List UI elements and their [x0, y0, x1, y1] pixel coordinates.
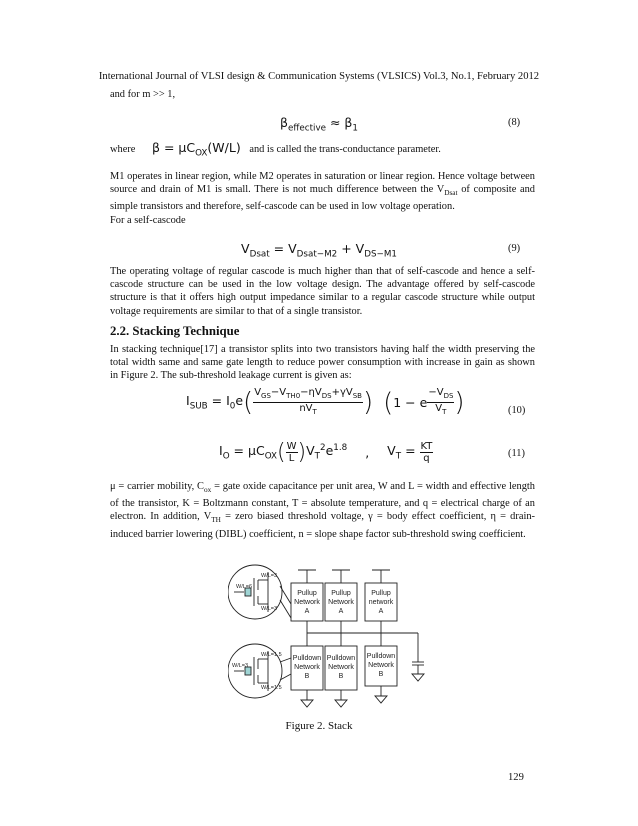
equation-11-number: (11) — [508, 448, 525, 459]
pulldown-a-line2: Network — [294, 664, 320, 671]
para-stacking: In stacking technique[17] a transistor splits into two transistors having half the width preserving the total width same and same gate length to reduce power consumption with increase in gain as shown in Figure 2. The sub-threshold leakage current is given as: — [110, 344, 535, 382]
equation-11: $I_O = \mu C_{OX}$( $\frac{W}{L}$ )$V_T^2e^{1.8}$ , $V_T$ = $\frac{KT}{q}$ — [219, 440, 433, 465]
wl-top-b-label: W/L=3 — [261, 606, 278, 612]
pullup-b-line3: A — [338, 608, 344, 615]
pulldown-c-line2: Network — [368, 662, 394, 669]
pullup-a-line2: Network — [294, 599, 320, 606]
pulldown-a-line1: Pulldown — [292, 655, 322, 662]
where-line: where $\beta = \mu C_{OX}(W/L)$ and is called the trans-conductance parameter. — [110, 140, 441, 159]
wl-top-a-label: W/L=3 — [261, 573, 278, 579]
eq10-exp-num: $V_{GS}-V_{TH0}-\eta V_{DS}+\gamma V_{SB}$ — [253, 387, 363, 403]
wl-bot-a-label: W/L=1.5 — [261, 652, 282, 658]
pulldown-b-line1: Pulldown — [326, 655, 356, 662]
equation-9: $V_{Dsat} = V_{Dsat-M2} + V_{DS-M1}$ — [241, 241, 397, 260]
equation-8: $\beta_{effective} \approx \beta_1$ — [280, 115, 358, 134]
pullup-c-line1: Pullup — [371, 590, 391, 597]
pulldown-b-line2: Network — [328, 664, 354, 671]
pulldown-a-line3: B — [304, 673, 310, 680]
page-number: 129 — [508, 772, 524, 783]
pulldown-b-line3: B — [338, 673, 344, 680]
para-operating-voltage: The operating voltage of regular cascode is much higher than that of self-cascode and hence a self-cascode structure can be used in the low voltage design. The advantage offered by self-cascode structure is that it offers high output impedance similar to a regular cascode structure while output voltage requirements are similar to that of a single transistor. — [110, 266, 535, 317]
para-and-for: and for m >> 1, — [110, 89, 176, 100]
figure-caption: Figure 2. Stack — [285, 720, 353, 732]
pullup-c-line3: A — [378, 608, 384, 615]
wl-top-label: W/L=6 — [236, 584, 253, 590]
equation-10: $I_{SUB} = I_0e$( $\frac{V_{GS}-V_{TH0}-\eta V_{DS}+\gamma V_{SB}}{nV_T}$ ) (1 − e $\frac{-V_{DS}}{V_T}$ ) — [186, 387, 465, 418]
pulldown-c-line1: Pulldown — [366, 653, 396, 660]
equation-10-number: (10) — [508, 405, 526, 416]
para-m1: M1 operates in linear region, while M2 operates in saturation or linear region. Hence voltage between source and drain of M1 is small. There is not much difference between the $V_{Dsat}$ of composite and simple transistors and therefore, self-cascode can be used in low voltage operation. — [110, 171, 535, 213]
pullup-c-line2: network — [368, 599, 394, 606]
para-definitions: μ = carrier mobility, $C_{ox}$ = gate oxide capacitance per unit area, W and L = width and effective length of the transistor, K = Boltzmann constant, T = absolute temperature, and q = electrical charge of an electron. In addition, $V_{TH}$ = zero biased threshold voltage, γ = body effect coefficient, η = drain-induced barrier lowering (DIBL) coefficient, n = slope shape factor sub-threshold swing coefficient. — [110, 481, 535, 540]
pullup-a-line1: Pullup — [297, 590, 317, 597]
wl-bot-b-label: W/L=1.5 — [261, 685, 282, 691]
eq10-exp2-den: $V_T$ — [435, 403, 447, 416]
pulldown-c-line3: B — [378, 671, 384, 678]
eq10-exp-den: $nV_T$ — [299, 403, 317, 416]
pullup-b-line2: Network — [328, 599, 354, 606]
section-title: 2.2. Stacking Technique — [110, 324, 240, 338]
eq10-exp2-num: $-V_{DS}$ — [427, 387, 454, 403]
equation-8-number: (8) — [508, 117, 521, 128]
para-self-cascode: For a self-cascode — [110, 215, 186, 226]
stack-figure — [228, 562, 448, 712]
pullup-b-line1: Pullup — [331, 590, 351, 597]
journal-header: International Journal of VLSI design & Communication Systems (VLSICS) Vol.3, No.1, February 2012 — [98, 71, 540, 82]
pullup-a-line3: A — [304, 608, 310, 615]
wl-bot-label: W/L=3 — [232, 663, 249, 669]
equation-9-number: (9) — [508, 243, 521, 254]
